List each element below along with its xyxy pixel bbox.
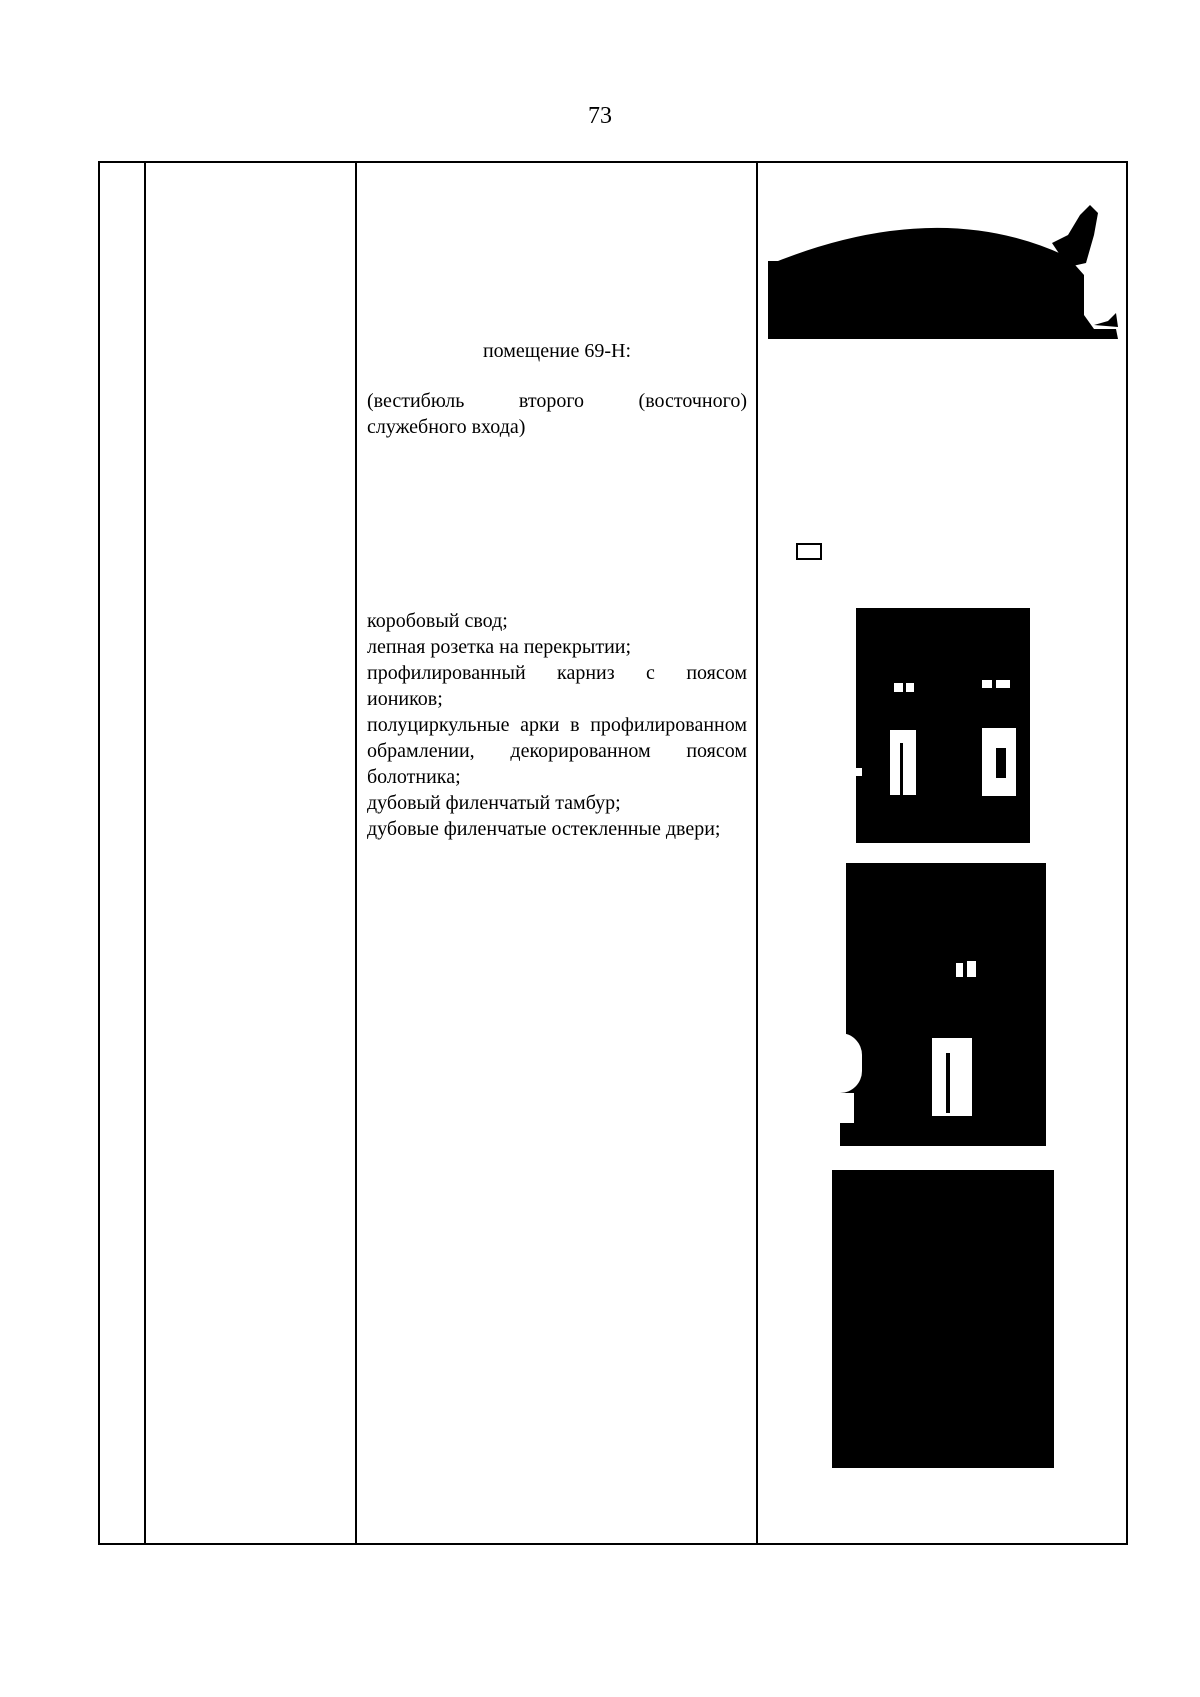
room-subtitle: (вестибюль второго (восточного) служебного входа) bbox=[367, 390, 747, 438]
page-number: 73 bbox=[588, 103, 612, 129]
feature-item: лепная розетка на перекрытии; bbox=[367, 636, 632, 658]
interior-photo-2 bbox=[840, 863, 1046, 1146]
feature-item: профилированный карниз с поясом иоников; bbox=[367, 662, 747, 710]
features-list bbox=[367, 608, 747, 842]
monument-features-table bbox=[98, 161, 1128, 1545]
feature-item: дубовый филенчатый тамбур; bbox=[367, 792, 621, 814]
column-divider bbox=[355, 163, 357, 1543]
room-title: помещение 69-Н: bbox=[482, 340, 632, 362]
feature-item: дубовые филенчатые остекленные двери; bbox=[367, 818, 721, 840]
column-divider bbox=[144, 163, 146, 1543]
vault-ceiling-photo bbox=[768, 205, 1118, 339]
feature-item: коробовый свод; bbox=[367, 610, 508, 632]
feature-item: полуциркульные арки в профилированном обрамлении, декорированном поясом болотника; bbox=[367, 714, 747, 788]
description-cell bbox=[367, 163, 747, 1543]
photo-marker-icon bbox=[796, 543, 822, 560]
interior-photo-3 bbox=[832, 1170, 1054, 1468]
column-divider bbox=[756, 163, 758, 1543]
interior-photo-1 bbox=[856, 608, 1030, 843]
vault-ceiling-image bbox=[768, 205, 1118, 339]
